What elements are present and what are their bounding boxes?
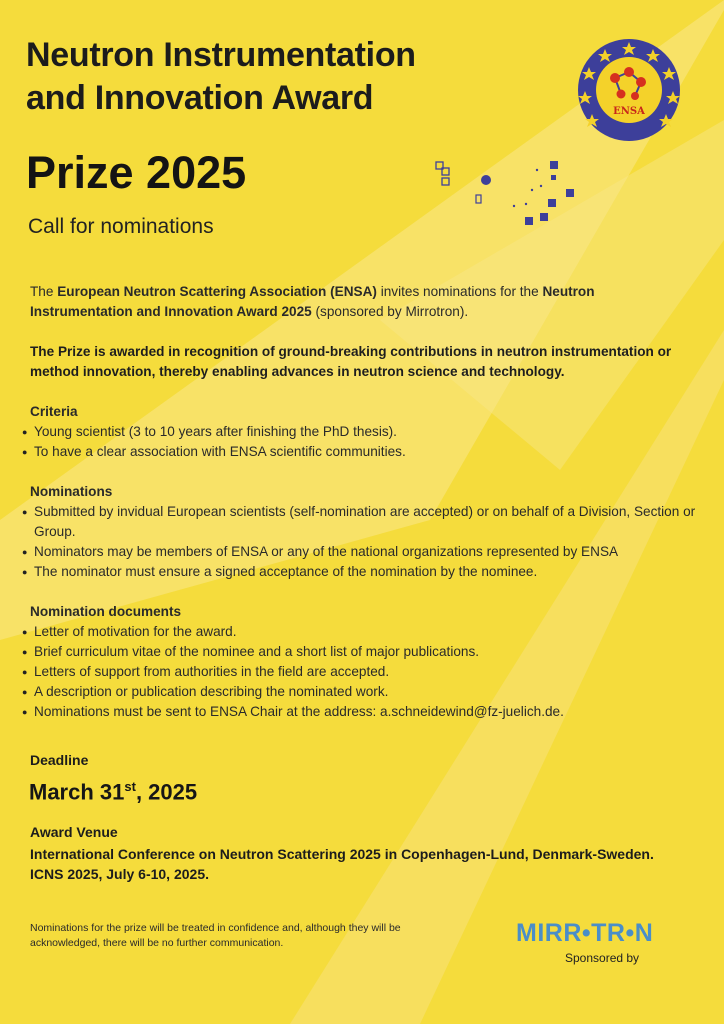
mirrotron-logo: MIRR•TR•N (516, 919, 654, 947)
logo-text: ENSA (613, 106, 645, 117)
list-item: ● Nominations must be sent to ENSA Chair at the address: a.schneidewind@fz-juelich.de. (22, 702, 698, 722)
title-line-2: and Innovation Award (26, 79, 374, 117)
intro-paragraph: The European Neutron Scattering Association (ENSA) invites nominations for the Neutron Instrumentation and Innovation Award 2025 (sponsored by Mirrotron). (30, 284, 595, 319)
documents-list (22, 622, 698, 722)
prize-purpose-statement: The Prize is awarded in recognition of ground-breaking contributions in neutron instrumentation or method innovation, thereby enabling advances in neutron science and technology. (30, 344, 672, 379)
list-item: ● A description or publication describing the nominated work. (22, 682, 698, 702)
venue-line-2: ICNS 2025, July 6-10, 2025. (30, 866, 209, 882)
criteria-heading: Criteria (30, 404, 78, 419)
list-item: ● Submitted by invidual European scientists (self-nomination are accepted) or on behalf of a Division, Section or Group. (22, 502, 698, 542)
decorative-squares (432, 158, 582, 230)
ensa-name: European Neutron Scattering Association (ENSA) (57, 284, 377, 299)
list-item: ● Letter of motivation for the award. (22, 622, 698, 642)
list-item: ● Letters of support from authorities in the field are accepted. (22, 662, 698, 682)
list-item: ● Nominators may be members of ENSA or any of the national organizations represented by ENSA (22, 542, 698, 562)
documents-heading: Nomination documents (30, 604, 182, 619)
venue-details (30, 844, 710, 884)
sponsored-by-label: Sponsored by (565, 951, 640, 965)
ensa-logo (577, 38, 681, 142)
list-item: ● Brief curriculum vitae of the nominee and a short list of major publications. (22, 642, 698, 662)
body-content (30, 282, 698, 742)
title-line-1: Neutron Instrumentation (26, 36, 416, 74)
award-name: Neutron Instrumentation and Innovation Award 2025 (30, 284, 595, 319)
criteria-list (22, 422, 698, 462)
list-item: ● The nominator must ensure a signed acceptance of the nomination by the nominee. (22, 562, 698, 582)
deadline-label: Deadline (30, 752, 89, 768)
prize-year-heading: Prize 2025 (26, 147, 247, 198)
nominations-heading: Nominations (30, 484, 113, 499)
nominations-list (22, 502, 698, 582)
list-item: ● To have a clear association with ENSA scientific communities. (22, 442, 698, 462)
deadline-date: March 31st, 2025 (29, 779, 198, 805)
venue-line-1: International Conference on Neutron Scattering 2025 in Copenhagen-Lund, Denmark-Sweden. (30, 846, 654, 862)
page-title (26, 34, 416, 120)
list-item: ● Young scientist (3 to 10 years after finishing the PhD thesis). (22, 422, 698, 442)
confidentiality-footnote: Nominations for the prize will be treated in confidence and, although they will be acknowledged, there will be no further communication. (30, 922, 401, 949)
call-for-nominations-subtitle: Call for nominations (28, 215, 214, 238)
venue-label: Award Venue (30, 824, 118, 840)
